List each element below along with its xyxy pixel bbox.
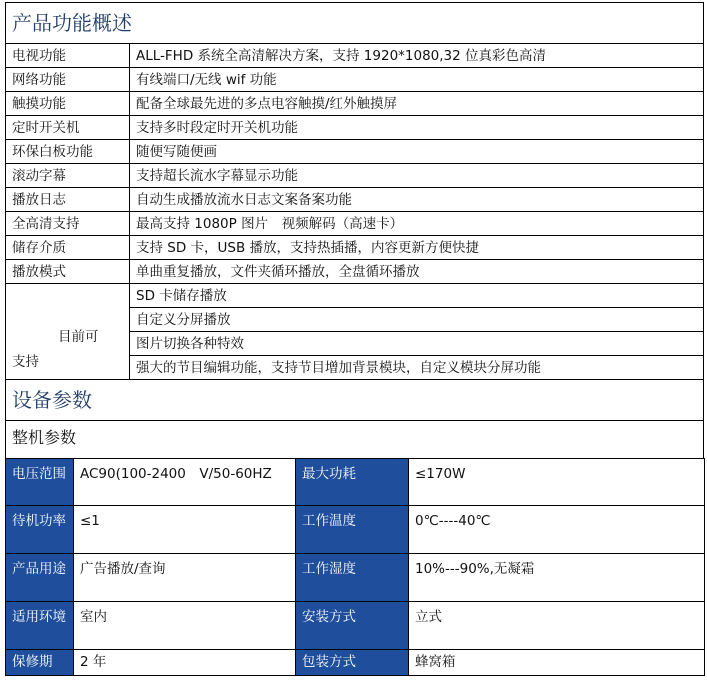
feature-value: 最高支持 1080P 图片 视频解码（高速卡） [130, 212, 704, 236]
feature-key: 环保白板功能 [6, 140, 130, 164]
feature-key: 网络功能 [6, 68, 130, 92]
spec-value: AC90(100-2400 V/50-60HZ [74, 459, 296, 506]
specs-table [5, 458, 705, 676]
feature-value: 支持多时段定时开关机功能 [130, 116, 704, 140]
feature-key: 滚动字幕 [6, 164, 130, 188]
feature-key: 全高清支持 [6, 212, 130, 236]
other-support-item: SD 卡储存播放 [130, 284, 704, 308]
table-row [6, 116, 704, 140]
table-row [6, 140, 704, 164]
spec-value: 蜂窝箱 [409, 650, 705, 676]
table-row [6, 44, 704, 68]
spec-key: 适用环境 [6, 602, 74, 650]
other-support-item: 自定义分屏播放 [130, 308, 704, 332]
feature-value: 支持超长流水字幕显示功能 [130, 164, 704, 188]
feature-value: 配备全球最先进的多点电容触摸/红外触摸屏 [130, 92, 704, 116]
spec-value: ≤1 [74, 506, 296, 554]
section-title-machine-params: 整机参数 [5, 421, 704, 458]
table-row [6, 260, 704, 284]
spec-value: 10%---90%,无凝霜 [409, 554, 705, 602]
feature-value: 自动生成播放流水日志文案备案功能 [130, 188, 704, 212]
spec-value: 室内 [74, 602, 296, 650]
section-title-device-params: 设备参数 [5, 380, 704, 421]
document [5, 2, 704, 676]
feature-value: 支持 SD 卡，USB 播放，支持热插播，内容更新方便快捷 [130, 236, 704, 260]
feature-value: 随便写随便画 [130, 140, 704, 164]
table-row [6, 506, 705, 554]
table-row [6, 188, 704, 212]
spec-value: 0℃----40℃ [409, 506, 705, 554]
spec-key: 安装方式 [296, 602, 409, 650]
table-row [6, 284, 704, 308]
spec-key: 工作湿度 [296, 554, 409, 602]
spec-key: 包装方式 [296, 650, 409, 676]
other-support-label-line1: 目前可 [58, 329, 99, 345]
feature-key: 储存介质 [6, 236, 130, 260]
feature-key: 播放模式 [6, 260, 130, 284]
table-row [6, 68, 704, 92]
other-support-item: 强大的节目编辑功能，支持节目增加背景模块，自定义模块分屏功能 [130, 356, 704, 380]
other-support-item: 图片切换各种特效 [130, 332, 704, 356]
feature-key: 定时开关机 [6, 116, 130, 140]
spec-key: 工作温度 [296, 506, 409, 554]
spec-key: 待机功率 [6, 506, 74, 554]
spec-value: 2 年 [74, 650, 296, 676]
feature-value: 有线端口/无线 wif 功能 [130, 68, 704, 92]
table-row [6, 212, 704, 236]
table-row [6, 650, 705, 676]
other-support-label [6, 284, 130, 380]
spec-key: 产品用途 [6, 554, 74, 602]
feature-key: 触摸功能 [6, 92, 130, 116]
feature-value: ALL-FHD 系统全高清解决方案，支持 1920*1080,32 位真彩色高清 [130, 44, 704, 68]
table-row [6, 459, 705, 506]
spec-value: ≤170W [409, 459, 705, 506]
spec-key: 最大功耗 [296, 459, 409, 506]
spec-key: 保修期 [6, 650, 74, 676]
other-support-label-line2: 支持 [12, 354, 39, 370]
table-row [6, 164, 704, 188]
feature-value: 单曲重复播放，文件夹循环播放，全盘循环播放 [130, 260, 704, 284]
table-row [6, 554, 705, 602]
table-row [6, 92, 704, 116]
spec-value: 广告播放/查询 [74, 554, 296, 602]
spec-key: 电压范围 [6, 459, 74, 506]
table-row [6, 236, 704, 260]
table-row [6, 602, 705, 650]
section-title-features: 产品功能概述 [5, 2, 704, 43]
spec-value: 立式 [409, 602, 705, 650]
features-table [5, 43, 704, 380]
feature-key: 电视功能 [6, 44, 130, 68]
feature-key: 播放日志 [6, 188, 130, 212]
